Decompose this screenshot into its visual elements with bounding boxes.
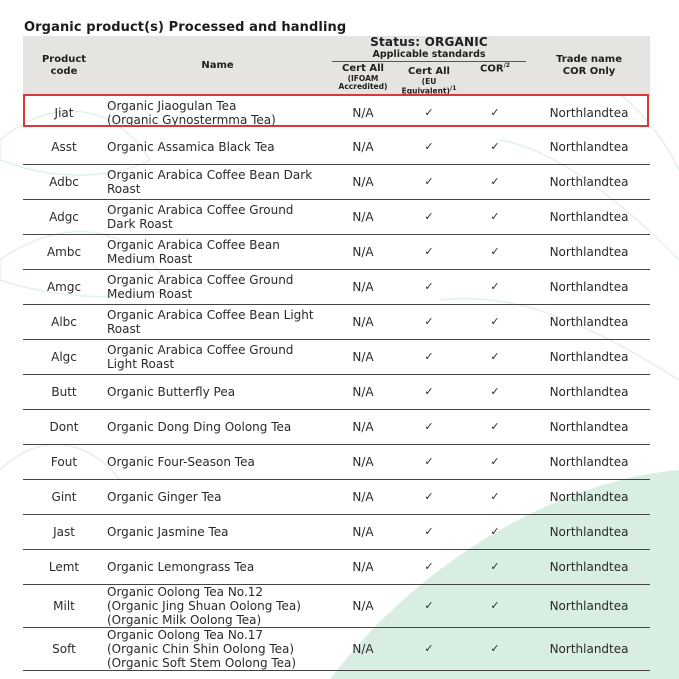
- cert-eu-check-cell: ✓: [396, 374, 462, 409]
- product-code-cell: Milt: [23, 584, 105, 627]
- product-code-cell: Jast: [23, 514, 105, 549]
- product-name-cell: [105, 96, 330, 130]
- cert-ifoam-cell: N/A: [330, 234, 396, 269]
- product-name-cell: [105, 549, 330, 584]
- table-row: [23, 304, 650, 339]
- product-name-cell: [105, 479, 330, 514]
- product-name-line: (Organic Milk Oolong Tea): [107, 612, 262, 627]
- product-code-cell: Algc: [23, 339, 105, 374]
- product-name-line: Organic Oolong Tea No.12: [107, 584, 264, 599]
- trade-name-cell: Northlandtea: [528, 549, 650, 584]
- trade-name-cell: Northlandtea: [528, 130, 650, 165]
- cert-eu-check-cell: ✓: [396, 409, 462, 444]
- cor-check-cell: ✓: [490, 105, 500, 119]
- cor-check-cell: ✓: [462, 304, 528, 339]
- cert-ifoam-cell: N/A: [330, 514, 396, 549]
- cert-eu-check-cell: ✓: [396, 199, 462, 234]
- product-name-line: Organic Ginger Tea: [107, 489, 222, 504]
- table-row: [23, 479, 650, 514]
- header-trade-name: Trade name COR Only: [528, 36, 650, 96]
- cert-ifoam-cell: N/A: [330, 479, 396, 514]
- trade-name-cell: Northlandtea: [528, 514, 650, 549]
- cert-ifoam-cell: N/A: [330, 444, 396, 479]
- table-row: [23, 234, 650, 269]
- product-name-cell: [105, 130, 330, 165]
- cert-eu-check-cell: ✓: [396, 234, 462, 269]
- product-name-cell: [105, 304, 330, 339]
- header-cert-all-eu: Cert All (EU Equivalent)$^{/1}$: [396, 62, 462, 96]
- table-row: [23, 627, 650, 670]
- product-name-line: Organic Arabica Coffee Ground: [107, 342, 294, 357]
- product-name-cell: [105, 339, 330, 374]
- table-row: [23, 130, 650, 165]
- product-name-cell: [105, 584, 330, 627]
- product-name-line: Roast: [107, 321, 141, 336]
- trade-name-cell: Northlandtea: [528, 269, 650, 304]
- trade-name-cell: Northlandtea: [528, 444, 650, 479]
- product-name-cell: [105, 199, 330, 234]
- cert-eu-check-cell: ✓: [396, 164, 462, 199]
- product-name-line: Organic Jiaogulan Tea: [107, 98, 237, 113]
- trade-name-cell: Northlandtea: [528, 374, 650, 409]
- header-status: Status: ORGANIC Applicable standards: [330, 36, 528, 62]
- cert-eu-check-cell: ✓: [396, 479, 462, 514]
- cert-eu-check-cell: ✓: [396, 584, 462, 627]
- product-code-cell: Soft: [23, 627, 105, 670]
- product-code-cell: Gint: [23, 479, 105, 514]
- product-name-line: Medium Roast: [107, 286, 193, 301]
- header-applicable-standards: Applicable standards: [332, 50, 526, 62]
- product-name-line: Medium Roast: [107, 251, 193, 266]
- product-name-line: Organic Jasmine Tea: [107, 524, 229, 539]
- cert-ifoam-cell: N/A: [352, 105, 374, 120]
- cert-eu-check-cell: ✓: [396, 130, 462, 165]
- cert-ifoam-cell: N/A: [330, 374, 396, 409]
- product-code-cell: Amgc: [23, 269, 105, 304]
- table-row: [23, 374, 650, 409]
- header-product-code: Product code: [23, 36, 105, 96]
- cor-check-cell: ✓: [462, 374, 528, 409]
- product-name-line: (Organic Chin Shin Oolong Tea): [107, 641, 295, 656]
- product-name-cell: [105, 269, 330, 304]
- table-row: [23, 199, 650, 234]
- cor-check-cell: ✓: [462, 339, 528, 374]
- cert-ifoam-cell: N/A: [330, 199, 396, 234]
- table-row: [23, 96, 650, 130]
- product-name-cell: [105, 374, 330, 409]
- cert-ifoam-cell: N/A: [330, 269, 396, 304]
- cert-ifoam-cell: N/A: [330, 409, 396, 444]
- header-cor: $COR^{/2}$: [462, 62, 528, 96]
- product-name-line: Organic Assamica Black Tea: [107, 139, 275, 154]
- table-row: [23, 444, 650, 479]
- product-name-line: Roast: [107, 181, 141, 196]
- cert-ifoam-cell: N/A: [330, 549, 396, 584]
- cert-eu-check-cell: ✓: [396, 549, 462, 584]
- cert-ifoam-cell: N/A: [330, 584, 396, 627]
- product-name-line: Organic Four-Season Tea: [107, 454, 255, 469]
- cert-ifoam-cell: N/A: [330, 130, 396, 165]
- product-name-line: Organic Oolong Tea No.17: [107, 627, 264, 642]
- cert-eu-check-cell: ✓: [424, 105, 434, 119]
- trade-name-cell: Northlandtea: [549, 105, 629, 120]
- product-code-cell: Adgc: [23, 199, 105, 234]
- product-name-line: (Organic Jing Shuan Oolong Tea): [107, 598, 301, 613]
- product-name-line: Organic Lemongrass Tea: [107, 559, 255, 574]
- table-row: [23, 549, 650, 584]
- product-name-line: (Organic Gynostermma Tea): [107, 112, 276, 127]
- product-name-line: Organic Arabica Coffee Bean Light: [107, 307, 314, 322]
- table-row: [23, 409, 650, 444]
- table-row: [23, 339, 650, 374]
- cor-check-cell: ✓: [462, 409, 528, 444]
- product-name-line: Organic Arabica Coffee Bean: [107, 237, 280, 252]
- product-name-line: Organic Butterfly Pea: [107, 384, 236, 399]
- cor-check-cell: ✓: [462, 479, 528, 514]
- product-name-line: Organic Arabica Coffee Bean Dark: [107, 167, 313, 182]
- cert-ifoam-cell: N/A: [330, 164, 396, 199]
- cert-eu-check-cell: ✓: [396, 627, 462, 670]
- cert-ifoam-cell: N/A: [330, 304, 396, 339]
- cor-check-cell: ✓: [462, 444, 528, 479]
- product-name-line: (Organic Soft Stem Oolong Tea): [107, 655, 297, 670]
- cert-eu-check-cell: ✓: [396, 269, 462, 304]
- cert-eu-check-cell: ✓: [396, 514, 462, 549]
- product-name-cell: [105, 514, 330, 549]
- organic-products-table: [23, 36, 650, 671]
- trade-name-cell: Northlandtea: [528, 479, 650, 514]
- table-row: [23, 164, 650, 199]
- cor-check-cell: ✓: [462, 199, 528, 234]
- product-code-cell: Dont: [23, 409, 105, 444]
- page-title: Organic product(s) Processed and handling: [24, 20, 347, 35]
- trade-name-cell: Northlandtea: [528, 164, 650, 199]
- trade-name-cell: Northlandtea: [528, 409, 650, 444]
- trade-name-cell: Northlandtea: [528, 339, 650, 374]
- cor-check-cell: ✓: [462, 130, 528, 165]
- product-code-cell: Adbc: [23, 164, 105, 199]
- product-code-cell: Albc: [23, 304, 105, 339]
- product-name-cell: [105, 627, 330, 670]
- product-code-cell: Lemt: [23, 549, 105, 584]
- product-name-line: Dark Roast: [107, 216, 173, 231]
- cor-check-cell: ✓: [462, 584, 528, 627]
- cor-check-cell: ✓: [462, 234, 528, 269]
- header-name: Name: [105, 36, 330, 96]
- product-name-line: Organic Arabica Coffee Ground: [107, 202, 294, 217]
- cert-ifoam-cell: N/A: [330, 339, 396, 374]
- trade-name-cell: Northlandtea: [528, 584, 650, 627]
- table-row: [23, 269, 650, 304]
- product-name-line: Organic Dong Ding Oolong Tea: [107, 419, 292, 434]
- product-name-cell: [105, 444, 330, 479]
- product-name-line: Light Roast: [107, 356, 175, 371]
- product-name-cell: [105, 409, 330, 444]
- product-code-cell: Ambc: [23, 234, 105, 269]
- trade-name-cell: Northlandtea: [528, 627, 650, 670]
- trade-name-cell: Northlandtea: [528, 234, 650, 269]
- table-row: [23, 584, 650, 627]
- cert-eu-check-cell: ✓: [396, 304, 462, 339]
- product-code-cell: Butt: [23, 374, 105, 409]
- cert-ifoam-cell: N/A: [330, 627, 396, 670]
- cor-check-cell: ✓: [462, 514, 528, 549]
- product-name-cell: [105, 164, 330, 199]
- cor-check-cell: ✓: [462, 627, 528, 670]
- product-code-cell: Fout: [23, 444, 105, 479]
- cert-eu-check-cell: ✓: [396, 444, 462, 479]
- cor-check-cell: ✓: [462, 549, 528, 584]
- product-name-line: Organic Arabica Coffee Ground: [107, 272, 294, 287]
- product-code-cell: Asst: [23, 130, 105, 165]
- trade-name-cell: Northlandtea: [528, 199, 650, 234]
- table-row: [23, 514, 650, 549]
- cert-eu-check-cell: ✓: [396, 339, 462, 374]
- trade-name-cell: Northlandtea: [528, 304, 650, 339]
- cor-check-cell: ✓: [462, 164, 528, 199]
- product-name-cell: [105, 234, 330, 269]
- cor-check-cell: ✓: [462, 269, 528, 304]
- product-code-cell: Jiat: [54, 105, 74, 120]
- header-cert-all-ifoam: Cert All (IFOAM Accredited): [330, 62, 396, 96]
